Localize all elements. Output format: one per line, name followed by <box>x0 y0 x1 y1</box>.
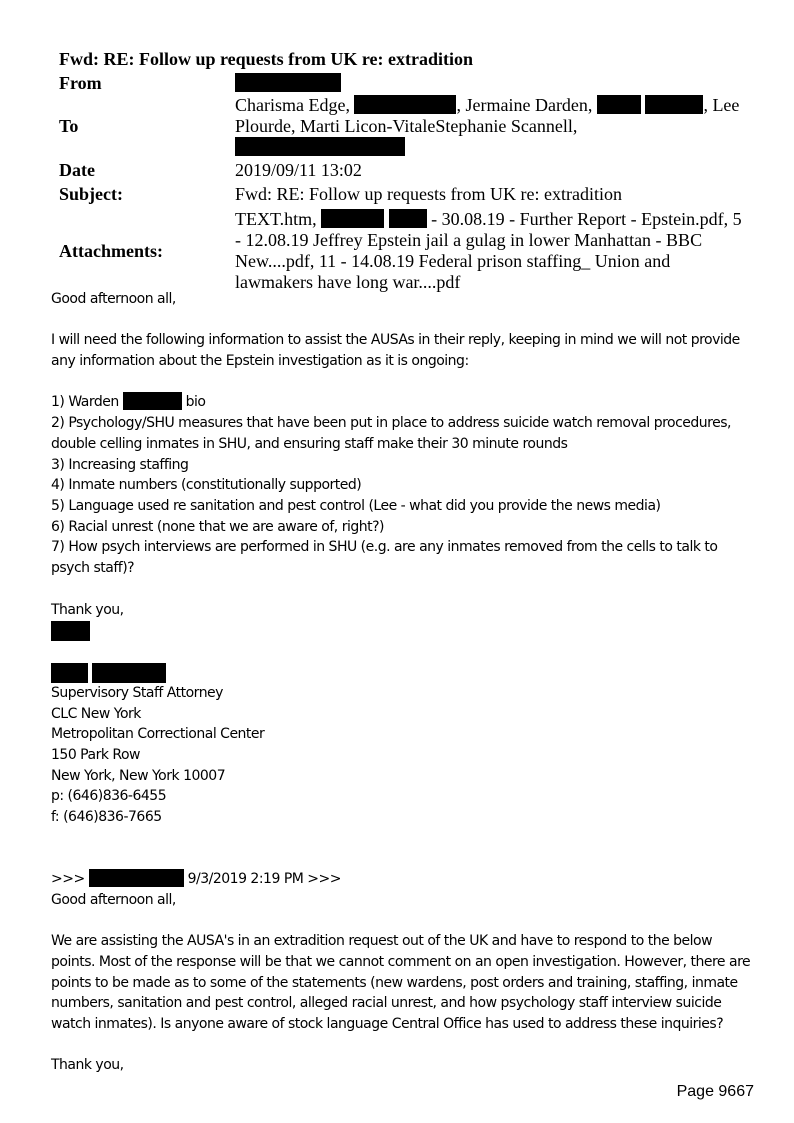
redaction-box <box>321 209 384 228</box>
list-item <box>51 392 751 413</box>
list-item: 6) Racial unrest (none that we are aware of, right?) <box>51 518 384 535</box>
page-number: Page 9667 <box>676 1083 754 1100</box>
quoted-paragraph: We are assisting the AUSA's in an extradition request out of the UK and have to respond to the below points. Most of the response will be that we cannot comment on an open investigation. However, there are points to be made as to some of the statements (new wardens, post orders and training, staffing, inmate numbers, sanitation and pest control, alleged racial unrest, and how psychology staff interview suicide watch inmates). Is anyone aware of stock language Central Office has used to address these inquiries? <box>51 933 751 1033</box>
signature-line: f: (646)836-7665 <box>51 809 162 826</box>
redaction-box <box>235 137 405 156</box>
quoted-header <box>51 869 751 890</box>
signature-line: 150 Park Row <box>51 747 140 763</box>
thanks-line: Thank you, <box>51 601 124 618</box>
quoted-thanks: Thank you, <box>51 1057 124 1074</box>
attachments-label: Attachments: <box>59 240 163 261</box>
signature-name-redaction <box>51 662 751 683</box>
redaction-box <box>389 209 427 228</box>
attachments-value <box>231 206 749 296</box>
list-item: 5) Language used re sanitation and pest control (Lee - what did you provide the news media) <box>51 498 661 514</box>
redaction-box <box>92 663 166 683</box>
to-part-3: , Lee Plourde, Marti Licon-VitaleStephanie Scannell, <box>235 95 740 136</box>
date-row <box>55 158 749 182</box>
date-value: 2019/09/11 13:02 <box>235 159 362 180</box>
list-item: 7) How psych interviews are performed in SHU (e.g. are any inmates removed from the cells to talk to psych staff)? <box>51 539 718 577</box>
signature-line: New York, New York 10007 <box>51 767 226 784</box>
email-title: Fwd: RE: Follow up requests from UK re: extradition <box>59 49 473 69</box>
redaction-box <box>123 392 182 410</box>
from-row <box>55 71 749 95</box>
attachments-row <box>55 206 749 296</box>
redaction-box <box>89 869 184 887</box>
to-value <box>231 95 749 158</box>
intro-paragraph: I will need the following information to assist the AUSAs in their reply, keeping in mind we will not provide any information about the Epstein investigation as it is ongoing: <box>51 332 740 370</box>
subject-row <box>55 182 749 206</box>
to-part-2: , Jermaine Darden, <box>456 95 593 115</box>
quoted-greeting: Good afternoon all, <box>51 891 176 908</box>
subject-value: Fwd: RE: Follow up requests from UK re: extradition <box>235 183 622 204</box>
list-item: 2) Psychology/SHU measures that have been put in place to address suicide watch removal procedures, double celling inmates in SHU, and ensuring staff make their 30 minute rounds <box>51 415 731 452</box>
item1-prefix: 1) Warden <box>51 394 119 411</box>
quoted-prefix: >>> <box>51 871 85 888</box>
signature-line: CLC New York <box>51 705 141 722</box>
redaction-box <box>645 95 703 114</box>
redaction-box <box>51 663 88 683</box>
from-label: From <box>59 72 102 93</box>
list-item: 3) Increasing staffing <box>51 456 189 473</box>
email-body <box>51 289 751 1076</box>
signature-line: Supervisory Staff Attorney <box>51 684 223 701</box>
signature-line: Metropolitan Correctional Center <box>51 726 265 743</box>
quoted-suffix: 9/3/2019 2:19 PM >>> <box>187 871 341 888</box>
from-value <box>231 71 749 95</box>
attachment-part-2: - 30.08.19 - Further Report - Epstein.pdf, 5 - 12.08.19 Jeffrey Epstein jail a gulag in lower Manhattan - BBC New....pdf, 11 - 14.08.19 Federal prison staffing_ Union and lawmakers have long war....pdf <box>235 209 742 292</box>
to-row <box>55 95 749 158</box>
email-header-table <box>55 71 749 296</box>
redaction-box <box>51 621 90 641</box>
redaction-box <box>235 73 341 92</box>
attachment-part-1: TEXT.htm, <box>235 209 317 229</box>
redaction-box <box>354 95 456 114</box>
greeting: Good afternoon all, <box>51 291 176 307</box>
redaction-box <box>597 95 641 114</box>
signature-line: p: (646)836-6455 <box>51 788 167 805</box>
subject-label: Subject: <box>59 183 123 204</box>
item1-suffix: bio <box>185 394 206 411</box>
list-item: 4) Inmate numbers (constitutionally supported) <box>51 477 362 494</box>
date-label: Date <box>59 159 95 180</box>
to-label: To <box>59 116 79 136</box>
to-part-1: Charisma Edge, <box>235 95 350 115</box>
